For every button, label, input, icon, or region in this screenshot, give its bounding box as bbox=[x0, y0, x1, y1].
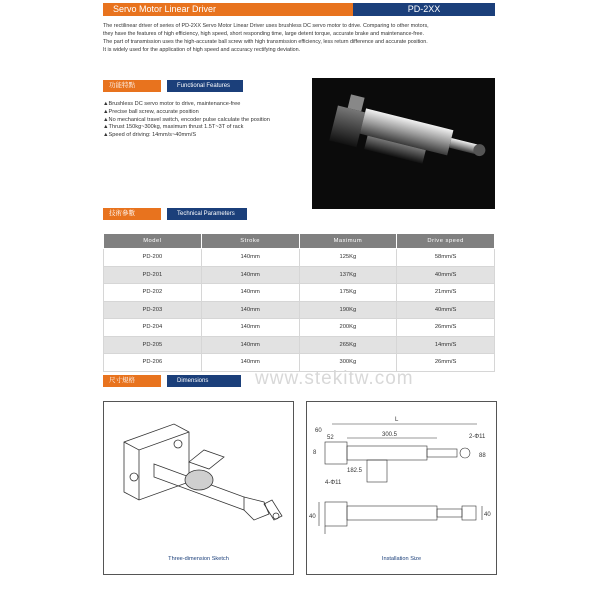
header-model: PD-2XX bbox=[407, 4, 441, 14]
spec-table bbox=[103, 233, 495, 372]
dim-label-182-5: 182.5 bbox=[347, 468, 363, 474]
dim-label-8: 8 bbox=[313, 450, 317, 456]
intro-line: The part of transmission uses the high-accurate ball screw with high transmission efficiency, less return difference and accurate position. bbox=[103, 39, 428, 45]
dim-label-40-left: 40 bbox=[309, 514, 316, 520]
sketch-panel bbox=[103, 401, 294, 575]
cell-maximum: 200Kg bbox=[299, 319, 397, 337]
table-header-row bbox=[104, 234, 495, 249]
cell-speed: 58mm/S bbox=[397, 249, 495, 267]
cell-model: PD-203 bbox=[104, 301, 202, 319]
section-en-label: Technical Parameters bbox=[167, 208, 247, 220]
column-header: Stroke bbox=[201, 234, 299, 249]
header-title: Servo Motor Linear Driver bbox=[113, 4, 217, 14]
section-cn-label: 技術參數 bbox=[103, 208, 161, 220]
section-en-label: Dimensions bbox=[167, 375, 241, 387]
section-header-features bbox=[103, 80, 303, 92]
sketch-caption: Three-dimension Sketch bbox=[168, 556, 229, 562]
cell-model: PD-202 bbox=[104, 284, 202, 302]
watermark: www.stekitw.com bbox=[255, 368, 414, 389]
cell-stroke: 140mm bbox=[201, 336, 299, 354]
feature-item: ▲Brushless DC servo motor to drive, maintenance-free bbox=[103, 101, 241, 107]
table-row bbox=[104, 301, 495, 319]
cell-stroke: 140mm bbox=[201, 249, 299, 267]
cell-stroke: 140mm bbox=[201, 284, 299, 302]
sketch-drawing bbox=[104, 402, 293, 552]
cell-speed: 26mm/S bbox=[397, 354, 495, 372]
header-model-bar bbox=[353, 3, 495, 16]
intro-text bbox=[103, 22, 495, 54]
table-row bbox=[104, 249, 495, 267]
cell-stroke: 140mm bbox=[201, 319, 299, 337]
dim-label-2-phi11: 2-Φ11 bbox=[469, 434, 486, 440]
cell-maximum: 175Kg bbox=[299, 284, 397, 302]
section-header-params bbox=[103, 208, 303, 220]
section-header-dimensions bbox=[103, 375, 243, 387]
cell-stroke: 140mm bbox=[201, 301, 299, 319]
table-row bbox=[104, 266, 495, 284]
cell-model: PD-206 bbox=[104, 354, 202, 372]
table-row bbox=[104, 336, 495, 354]
intro-line: It is widely used for the application of high speed and accuracy rectifying deviation. bbox=[103, 47, 301, 53]
cell-stroke: 140mm bbox=[201, 354, 299, 372]
dim-label-52: 52 bbox=[327, 435, 334, 441]
section-cn-label: 尺寸規格 bbox=[103, 375, 161, 387]
cell-model: PD-204 bbox=[104, 319, 202, 337]
cell-speed: 40mm/S bbox=[397, 301, 495, 319]
cell-maximum: 265Kg bbox=[299, 336, 397, 354]
cell-model: PD-201 bbox=[104, 266, 202, 284]
dim-label-4-phi11: 4-Φ11 bbox=[325, 480, 342, 486]
installation-panel bbox=[306, 401, 497, 575]
cell-speed: 14mm/S bbox=[397, 336, 495, 354]
product-photo bbox=[312, 78, 495, 209]
intro-line: The rectilinear driver of series of PD-2XX Servo Motor Linear Driver uses brushless DC servo motor to drive. Comparing to other motors, bbox=[103, 23, 429, 29]
features-list bbox=[103, 101, 291, 140]
cell-model: PD-205 bbox=[104, 336, 202, 354]
column-header: Drive speed bbox=[397, 234, 495, 249]
cell-speed: 26mm/S bbox=[397, 319, 495, 337]
dim-label-40-right: 40 bbox=[484, 512, 491, 518]
cell-maximum: 125Kg bbox=[299, 249, 397, 267]
feature-item: ▲Thrust 150kg~300kg, maximum thrust 1.5T~3T of rack bbox=[103, 124, 244, 131]
cell-speed: 21mm/S bbox=[397, 284, 495, 302]
dim-label-88: 88 bbox=[479, 453, 486, 459]
cell-maximum: 300Kg bbox=[299, 354, 397, 372]
table-row bbox=[104, 319, 495, 337]
dim-label-300-5: 300.5 bbox=[382, 432, 398, 438]
column-header: Model bbox=[104, 234, 202, 249]
cell-maximum: 137Kg bbox=[299, 266, 397, 284]
table-row bbox=[104, 284, 495, 302]
dim-label-60: 60 bbox=[315, 428, 322, 434]
column-header: Maximum bbox=[299, 234, 397, 249]
feature-item: ▲Precise ball screw, accurate position bbox=[103, 108, 199, 115]
feature-item: ▲No mechanical travel switch, encoder pulse calculate the position bbox=[103, 116, 270, 123]
dim-label-L: L bbox=[395, 417, 399, 423]
section-cn-label: 功能特點 bbox=[103, 80, 161, 92]
installation-drawing bbox=[307, 402, 496, 552]
installation-caption: Installation Size bbox=[381, 556, 422, 562]
cell-stroke: 140mm bbox=[201, 266, 299, 284]
feature-item: ▲Speed of driving: 14mm/s~40mm/S bbox=[103, 132, 197, 139]
header-title-bar bbox=[103, 3, 353, 16]
intro-line: they have the features of high efficiency, high speed, short responding time, large detent torque, accurate brake and maintenance-free. bbox=[103, 31, 425, 37]
cell-speed: 40mm/S bbox=[397, 266, 495, 284]
section-en-label: Functional Features bbox=[167, 80, 243, 92]
cell-model: PD-200 bbox=[104, 249, 202, 267]
cell-maximum: 190Kg bbox=[299, 301, 397, 319]
